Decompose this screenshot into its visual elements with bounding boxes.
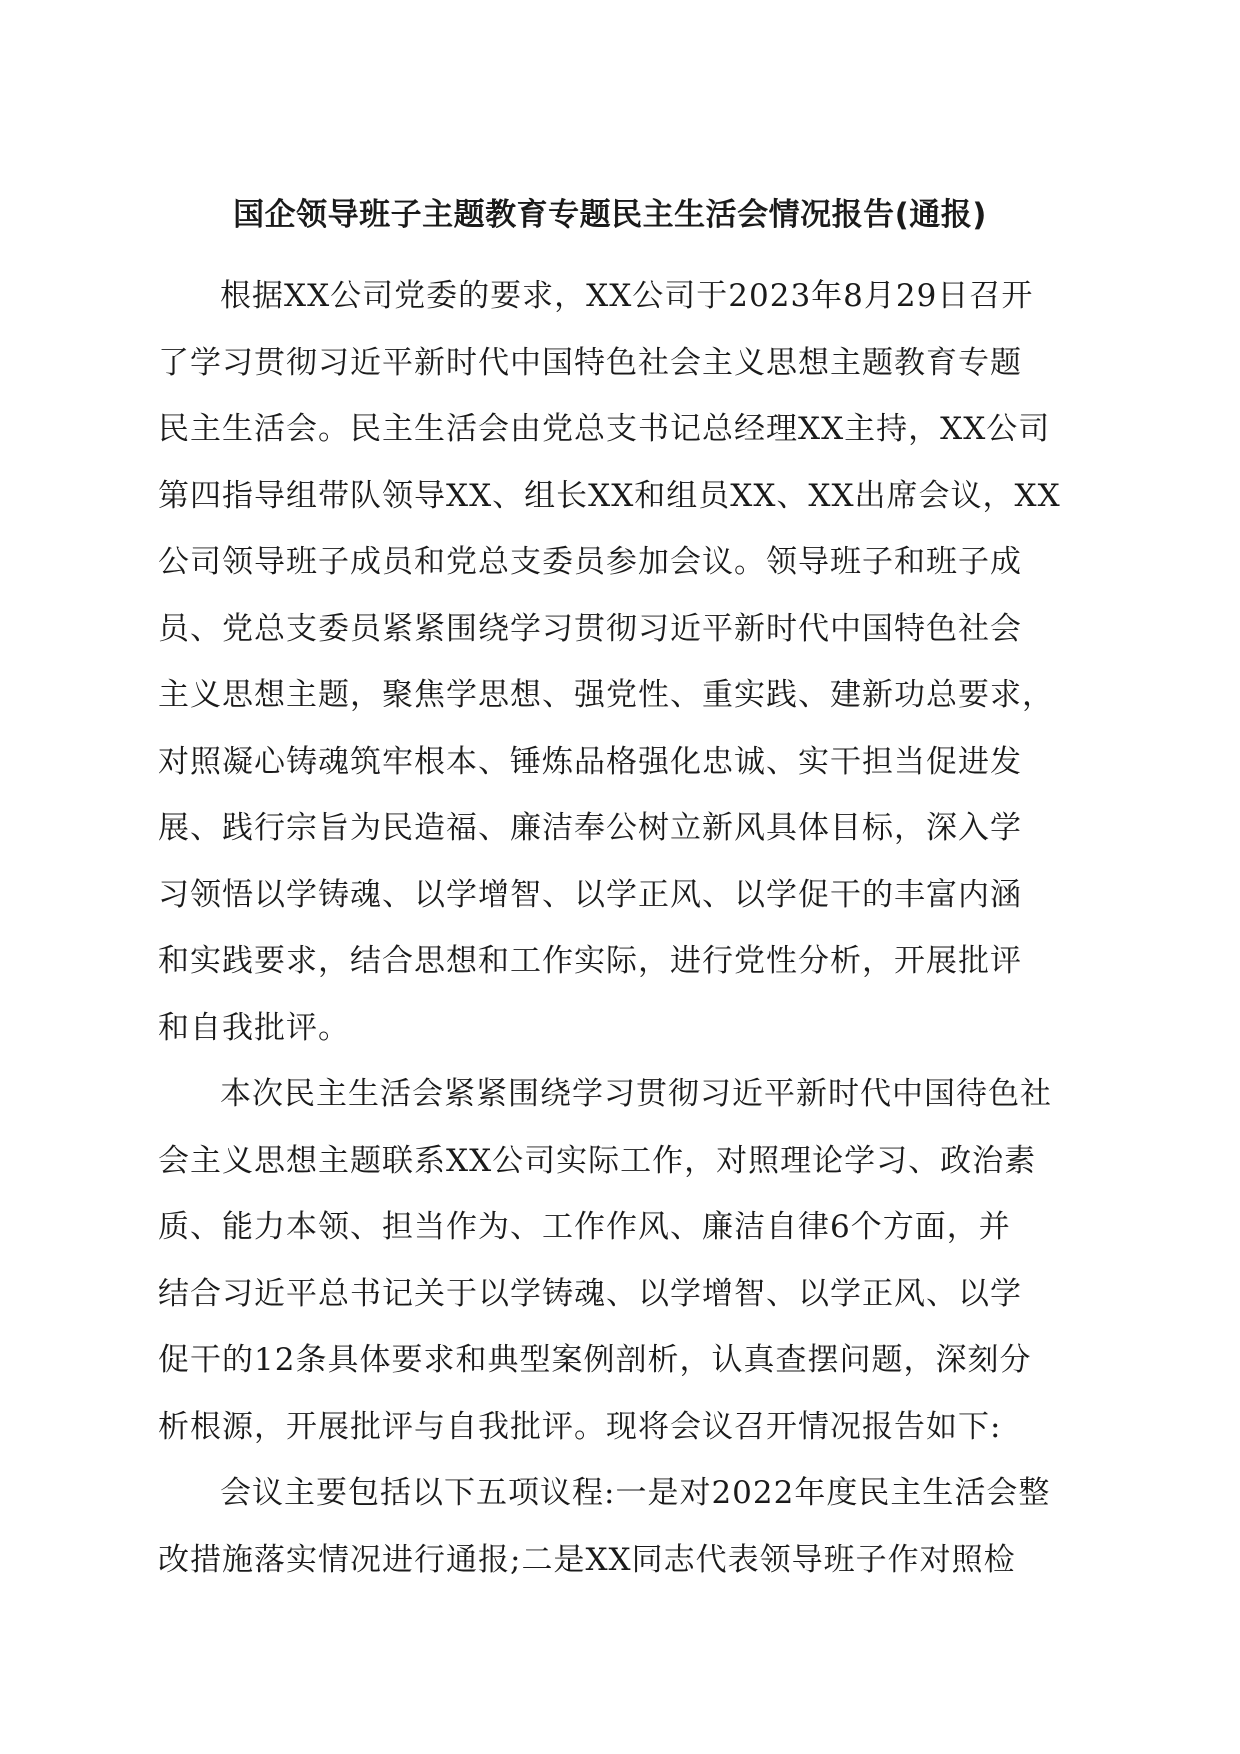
paragraph-line: 公司领导班子成员和党总支委员参加会议。领导班子和班子成 [158,544,1022,580]
paragraph-line: 和实践要求，结合思想和工作实际，进行党性分析，开展批评 [158,943,1022,979]
paragraph-3 [158,1460,1078,1593]
paragraph-line: 会议主要包括以下五项议程:一是对2022年度民主生活会整 [220,1475,1051,1511]
paragraph-line: 促干的12条具体要求和典型案例剖析，认真查摆问题，深刻分 [158,1342,1032,1378]
document-title: 国企领导班子主题教育专题民主生活会情况报告(通报) [233,197,987,233]
paragraph-line: 质、能力本领、担当作为、工作作风、廉洁自律6个方面，并 [158,1209,1011,1245]
paragraph-line: 习领悟以学铸魂、以学增智、以学正风、以学促干的丰富内涵 [158,876,1022,913]
paragraph-line: 主义思想主题，聚焦学思想、强党性、重实践、建新功总要求， [158,677,1054,713]
paragraph-line: 了学习贯彻习近平新时代中国特色社会主义思想主题教育专题 [158,344,1022,381]
paragraph-line: 根据XX公司党委的要求，XX公司于2023年8月29日召开 [220,278,1034,314]
paragraph-line: 结合习近平总书记关于以学铸魂、以学增智、以学正风、以学 [158,1275,1022,1312]
paragraph-line: 会主义思想主题联系XX公司实际工作，对照理论学习、政治素 [158,1142,1037,1179]
paragraph-line: 和自我批评。 [158,1009,350,1046]
paragraph-line: 员、党总支委员紧紧围绕学习贯彻习近平新时代中国特色社会 [158,610,1022,647]
paragraph-line: 展、践行宗旨为民造福、廉洁奉公树立新风具体目标，深入学 [158,810,1022,846]
paragraph-1 [158,263,1078,1061]
document-body [158,263,1078,1593]
paragraph-line: 对照凝心铸魂筑牢根本、锤炼品格强化忠诚、实干担当促进发 [158,743,1022,780]
paragraph-line: 第四指导组带队领导XX、组长XX和组员XX、XX出席会议，XX [158,477,1061,514]
paragraph-line: 本次民主生活会紧紧围绕学习贯彻习近平新时代中国待色社 [220,1076,1052,1112]
paragraph-2 [158,1061,1078,1460]
paragraph-line: 改措施落实情况进行通报;二是XX同志代表领导班子作对照检 [158,1541,1016,1578]
paragraph-line: 民主生活会。民主生活会由党总支书记总经理XX主持，XX公司 [158,411,1051,447]
paragraph-line: 析根源，开展批评与自我批评。现将会议召开情况报告如下: [158,1408,1002,1445]
